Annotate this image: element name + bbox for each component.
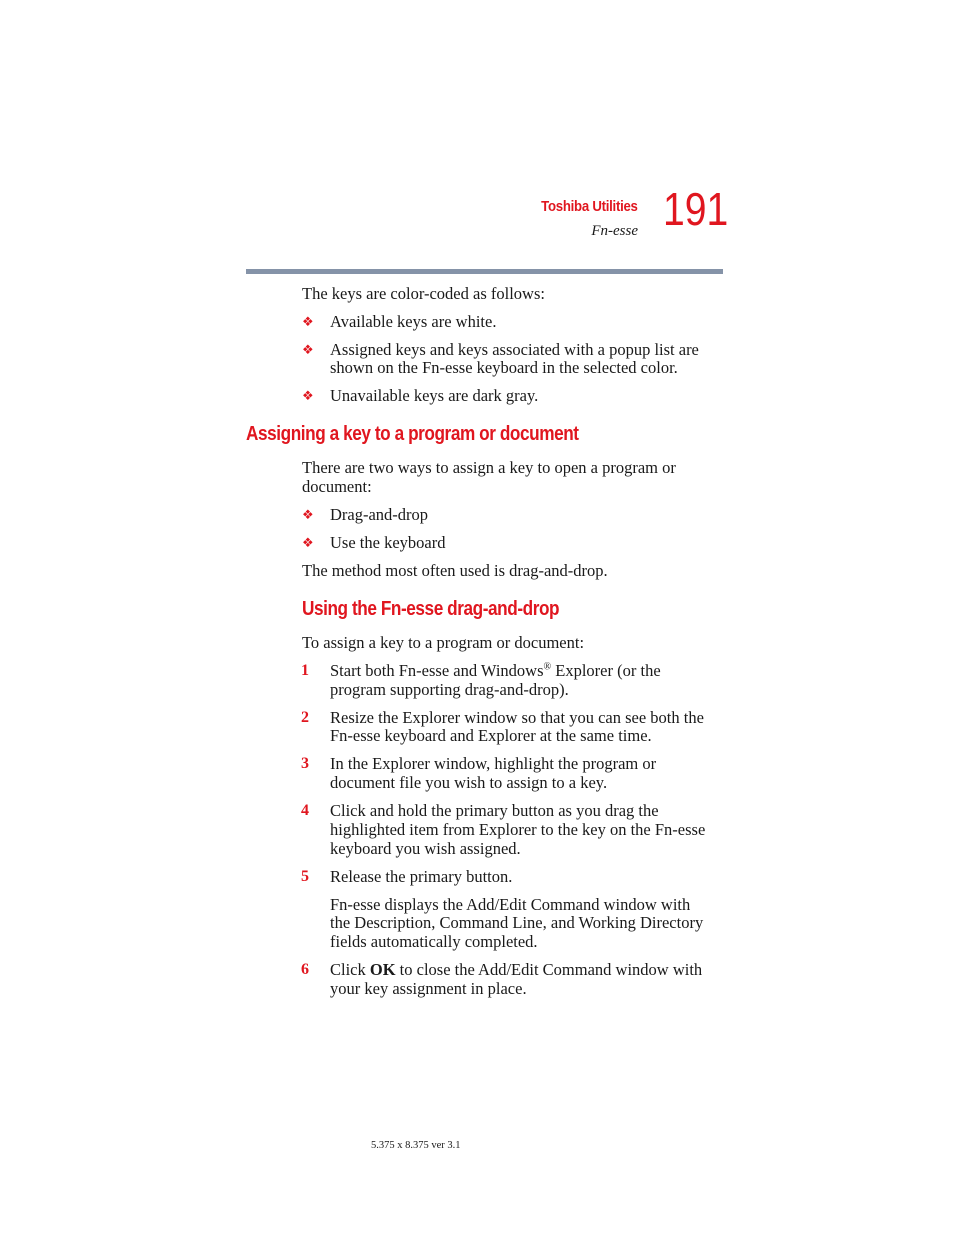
step-text: Release the primary button. (330, 867, 513, 886)
step-text: Click OK to close the Add/Edit Command window with (330, 960, 703, 979)
paragraph-continued: document: (302, 477, 372, 496)
step-text: Start both Fn-esse and Windows® Explorer (or the (330, 661, 661, 680)
bullet-icon: ❖ (302, 342, 314, 357)
step-number: 6 (301, 961, 309, 978)
step-number: 4 (301, 802, 309, 819)
subsection-heading-drag-and-drop: Using the Fn-esse drag-and-drop (302, 598, 560, 620)
step-text-continued: keyboard you wish assigned. (330, 839, 521, 858)
list-item: Drag-and-drop (330, 505, 429, 524)
step-text-continued: highlighted item from Explorer to the key on the Fn-esse (330, 820, 706, 839)
step-text-continued: document file you wish to assign to a key. (330, 773, 608, 792)
bullet-icon: ❖ (302, 388, 314, 403)
page-number: 191 (663, 183, 729, 235)
section-heading-assigning-key: Assigning a key to a program or document (246, 423, 579, 445)
running-header-section: Fn-esse (591, 223, 638, 239)
step-text: Resize the Explorer window so that you can see both the (330, 708, 704, 727)
paragraph: To assign a key to a program or document: (302, 633, 585, 652)
list-item: Assigned keys and keys associated with a popup list are (330, 340, 699, 359)
list-item: Unavailable keys are dark gray. (330, 386, 539, 405)
step-text-continued: program supporting drag-and-drop). (330, 680, 569, 699)
intro-text: The keys are color-coded as follows: (302, 284, 545, 303)
step-note: Fn-esse displays the Add/Edit Command window with (330, 895, 691, 914)
step-number: 2 (301, 709, 309, 726)
header-rule (246, 269, 723, 274)
list-item-continued: shown on the Fn-esse keyboard in the selected color. (330, 358, 678, 377)
bullet-icon: ❖ (302, 535, 314, 550)
step-number: 1 (301, 662, 309, 679)
step-text-continued: Fn-esse keyboard and Explorer at the same time. (330, 726, 652, 745)
paragraph: There are two ways to assign a key to open a program or (302, 458, 676, 477)
running-header-chapter: Toshiba Utilities (541, 198, 638, 215)
step-text: In the Explorer window, highlight the program or (330, 754, 657, 773)
step-note-continued: fields automatically completed. (330, 932, 538, 951)
bullet-icon: ❖ (302, 507, 314, 522)
step-text-continued: your key assignment in place. (330, 979, 527, 998)
step-number: 5 (301, 868, 309, 885)
step-number: 3 (301, 755, 309, 772)
page-footer: 5.375 x 8.375 ver 3.1 (371, 1140, 461, 1151)
list-item: Use the keyboard (330, 533, 446, 552)
bullet-icon: ❖ (302, 314, 314, 329)
step-note-continued: the Description, Command Line, and Working Directory (330, 913, 704, 932)
paragraph: The method most often used is drag-and-drop. (302, 561, 608, 580)
step-text: Click and hold the primary button as you drag the (330, 801, 659, 820)
list-item: Available keys are white. (330, 312, 497, 331)
